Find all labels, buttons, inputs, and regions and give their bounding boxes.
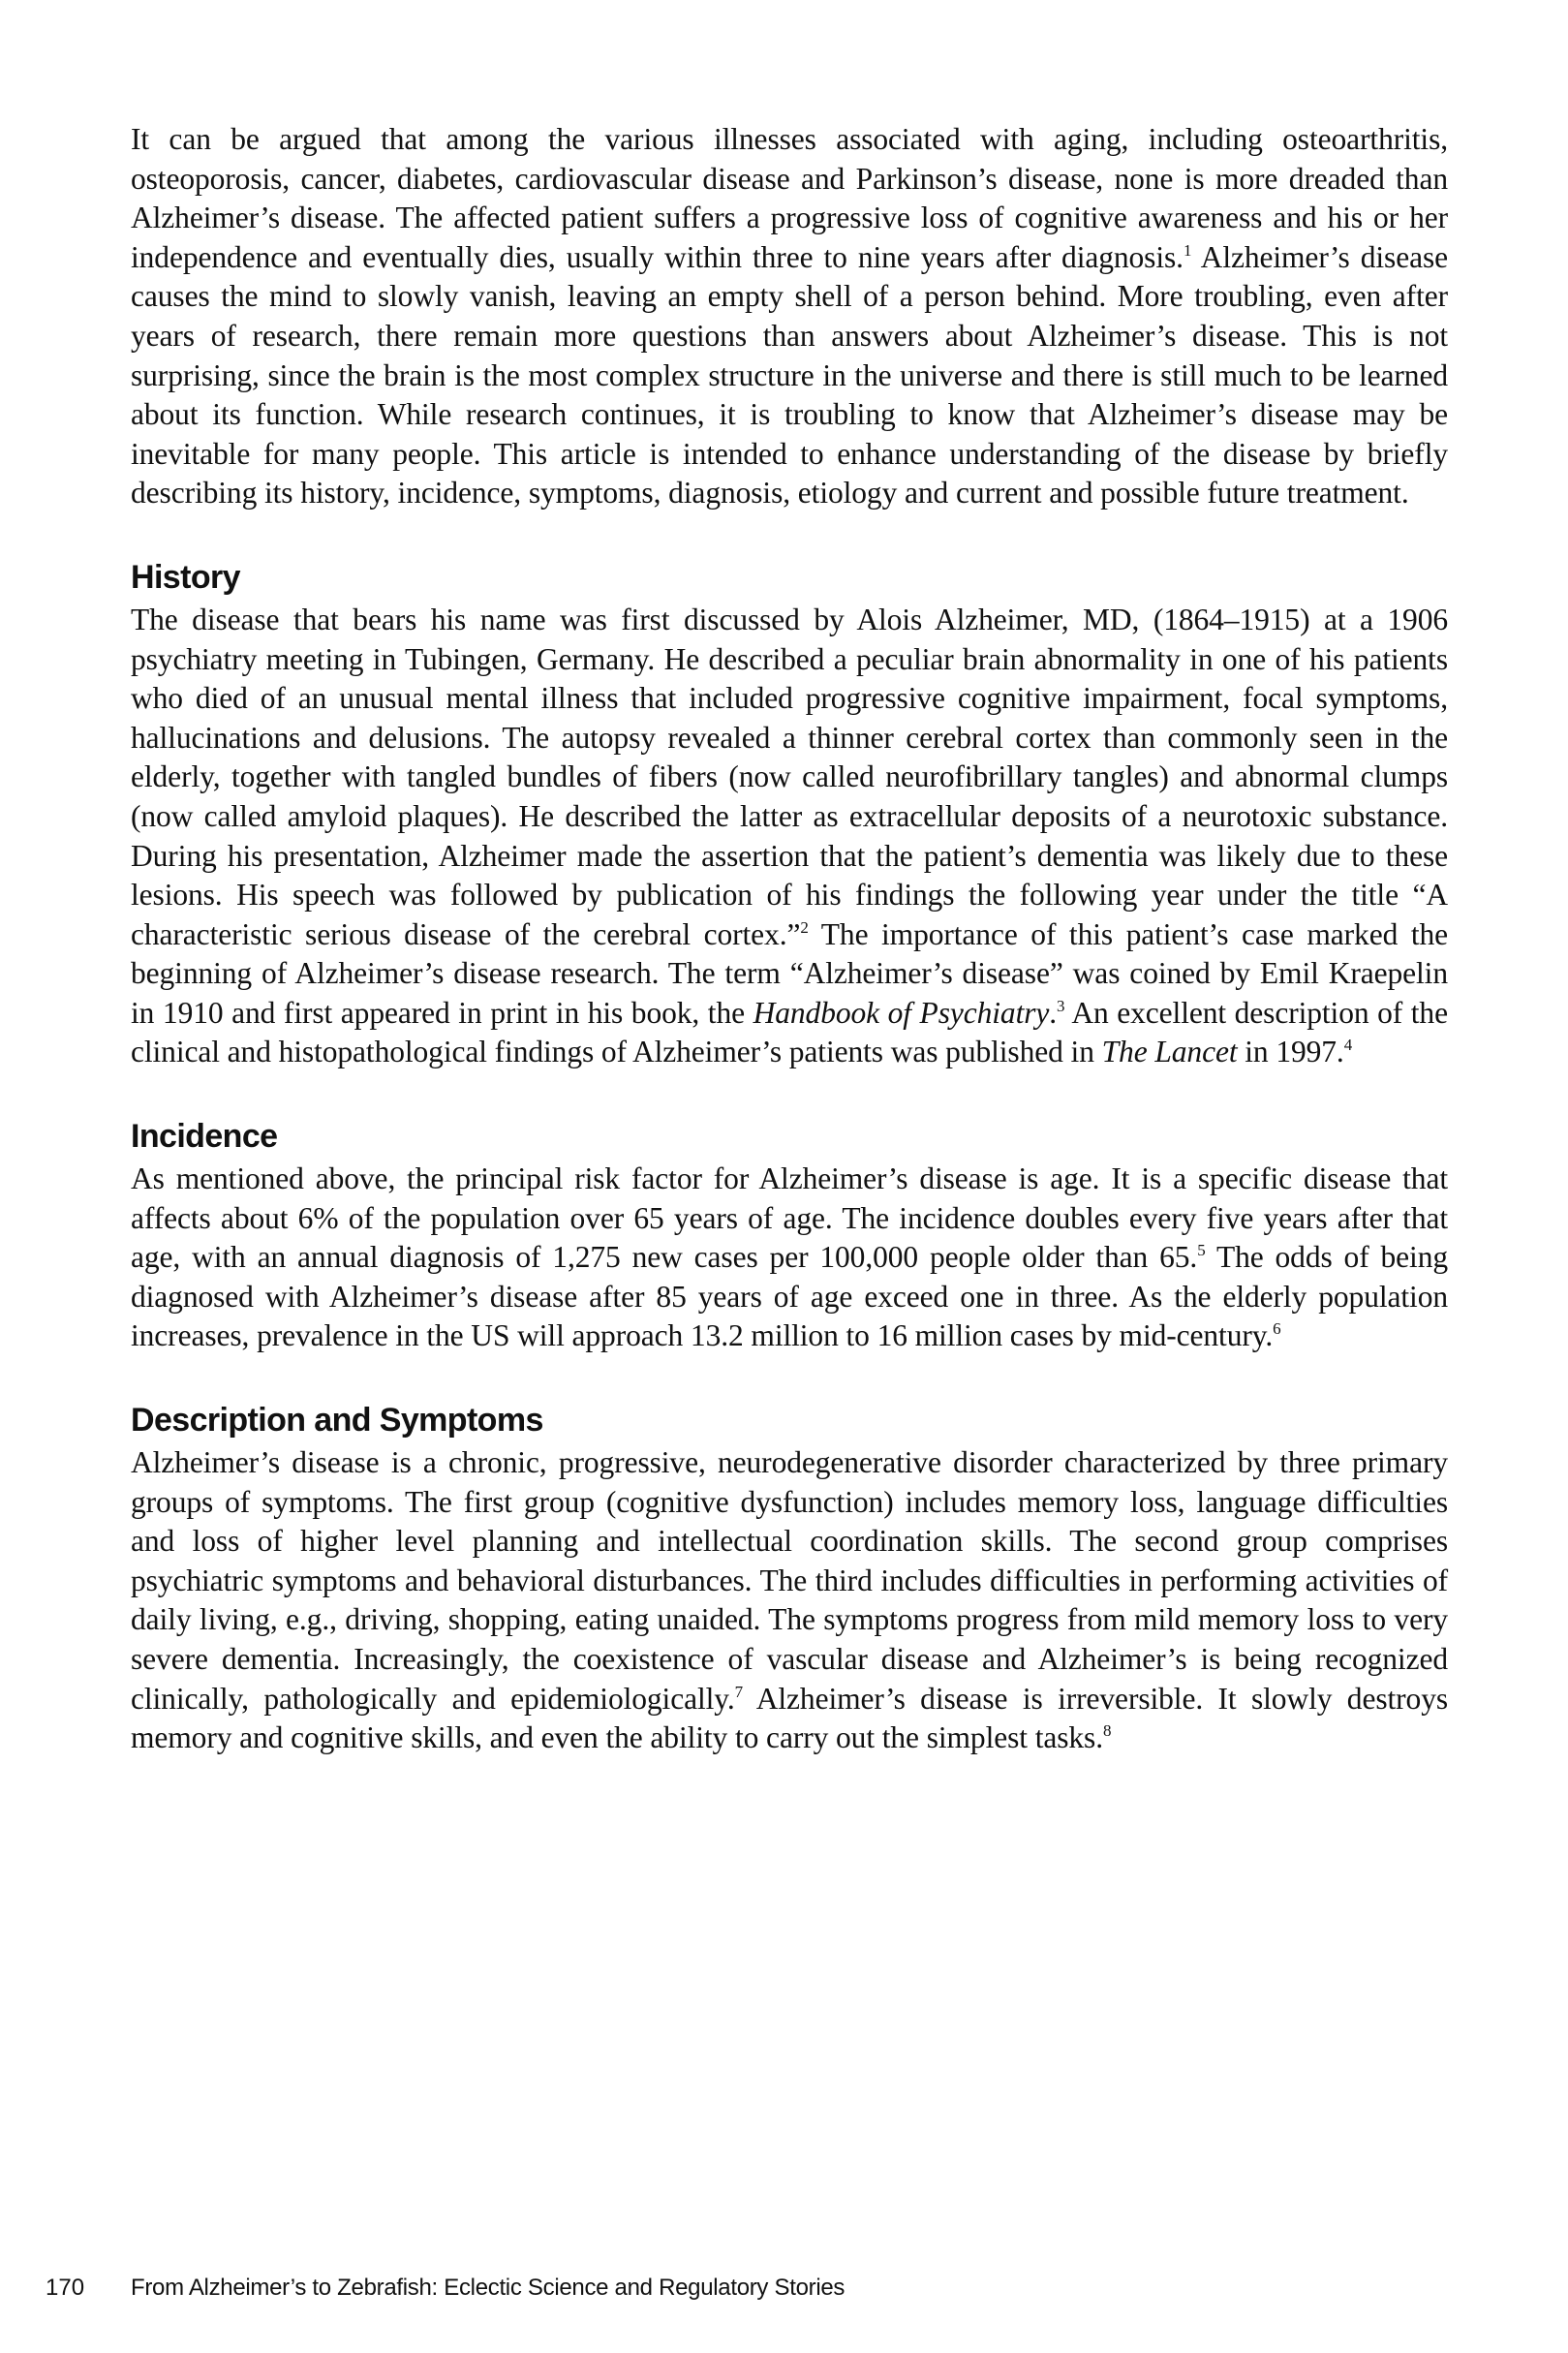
- footnote-ref: 4: [1343, 1036, 1353, 1055]
- section-heading-incidence: Incidence: [131, 1118, 278, 1156]
- page-body: [131, 120, 1448, 1758]
- section-history: [131, 558, 1448, 1072]
- section-incidence: [131, 1117, 1448, 1356]
- italic-title: Handbook of Psychiatry: [753, 995, 1050, 1030]
- intro-paragraph: It can be argued that among the various illnesses associated with aging, including osteoarthritis, osteoporosis, cancer, diabetes, cardiovascular disease and Parkinson’s disease, none is more dreaded than Alzheimer’s disease. The affected patient suffers a progressive loss of cognitive awareness and his or her independence and eventually dies, usually within three to nine years after diagnosis.$^1$ Alzheimer’s disease causes the mind to slowly vanish, leaving an empty shell of a person behind. More troubling, even after years of research, there remain more questions than answers about Alzheimer’s disease. This is not surprising, since the brain is the most complex structure in the universe and there is still much to be learned about its function. While research continues, it is troubling to know that Alzheimer’s disease may be inevitable for many people. This article is intended to enhance understanding of the disease by briefly describing its history, incidence, symptoms, diagnosis, etiology and current and possible future treatment.: [131, 122, 1449, 511]
- section-heading-history: History: [131, 558, 240, 596]
- footnote-ref: 3: [1057, 996, 1065, 1015]
- history-paragraph: The disease that bears his name was first discussed by Alois Alzheimer, MD, (1864–1915) at a 1906 psychiatry meeting in Tubingen, Germany. He described a peculiar brain abnormality in one of his patients who died of an unusual mental illness that included progressive cognitive impairment, focal symptoms, hallucinations and delusions. The autopsy revealed a thinner cerebral cortex than commonly seen in the elderly, together with tangled bundles of fibers (now called neurofibrillary tangles) and abnormal clumps (now called amyloid plaques). He described the latter as extracellular deposits of a neurotoxic substance. During his presentation, Alzheimer made the assertion that the patient’s dementia was likely due to these lesions. His speech was followed by publication of his findings the following year under the title “A characteristic serious disease of the cerebral cortex.”$^2$ The importance of this patient’s case marked the beginning of Alzheimer’s disease research. The term “Alzheimer’s disease” was coined by Emil Kraepelin in 1910 and first appeared in print in his book, the Handbook of Psychiatry.$^3$ An excellent description of the clinical and histopathological findings of Alzheimer’s patients was published in The Lancet in 1997.$^4$: [131, 602, 1449, 1069]
- running-footer-title: From Alzheimer’s to Zebrafish: Eclectic Science and Regulatory Stories: [131, 2275, 845, 2301]
- footnote-ref: 2: [800, 917, 809, 937]
- section-heading-description: Description and Symptoms: [131, 1402, 543, 1440]
- incidence-paragraph: As mentioned above, the principal risk factor for Alzheimer’s disease is age. It is a specific disease that affects about 6% of the population over 65 years of age. The incidence doubles every five years after that age, with an annual diagnosis of 1,275 new cases per 100,000 people older than 65.$^5$ The odds of being diagnosed with Alzheimer’s disease after 85 years of age exceed one in three. As the elderly population increases, prevalence in the US will approach 13.2 million to 16 million cases by mid-century.$^6$: [131, 1161, 1448, 1353]
- italic-title: The Lancet: [1101, 1035, 1238, 1069]
- footnote-ref: 1: [1183, 240, 1192, 260]
- page-number: 170: [46, 2275, 85, 2301]
- page-footer: [0, 2275, 1568, 2307]
- description-paragraph: Alzheimer’s disease is a chronic, progressive, neurodegenerative disorder characterized by three primary groups of symptoms. The first group (cognitive dysfunction) includes memory loss, language difficulties and loss of higher level planning and intellectual coordination skills. The second group comprises psychiatric symptoms and behavioral disturbances. The third includes difficulties in performing activities of daily living, e.g., driving, shopping, eating unaided. The symptoms progress from mild memory loss to very severe dementia. Increasingly, the coexistence of vascular disease and Alzheimer’s is being recognized clinically, pathologically and epidemiologically.$^7$ Alzheimer’s disease is irreversible. It slowly destroys memory and cognitive skills, and even the ability to carry out the simplest tasks.$^8$: [131, 1445, 1448, 1755]
- footnote-ref: 7: [734, 1682, 744, 1701]
- footnote-ref: 6: [1273, 1319, 1281, 1339]
- footnote-ref: 8: [1102, 1721, 1112, 1741]
- section-description: [131, 1401, 1448, 1758]
- footnote-ref: 5: [1197, 1241, 1206, 1260]
